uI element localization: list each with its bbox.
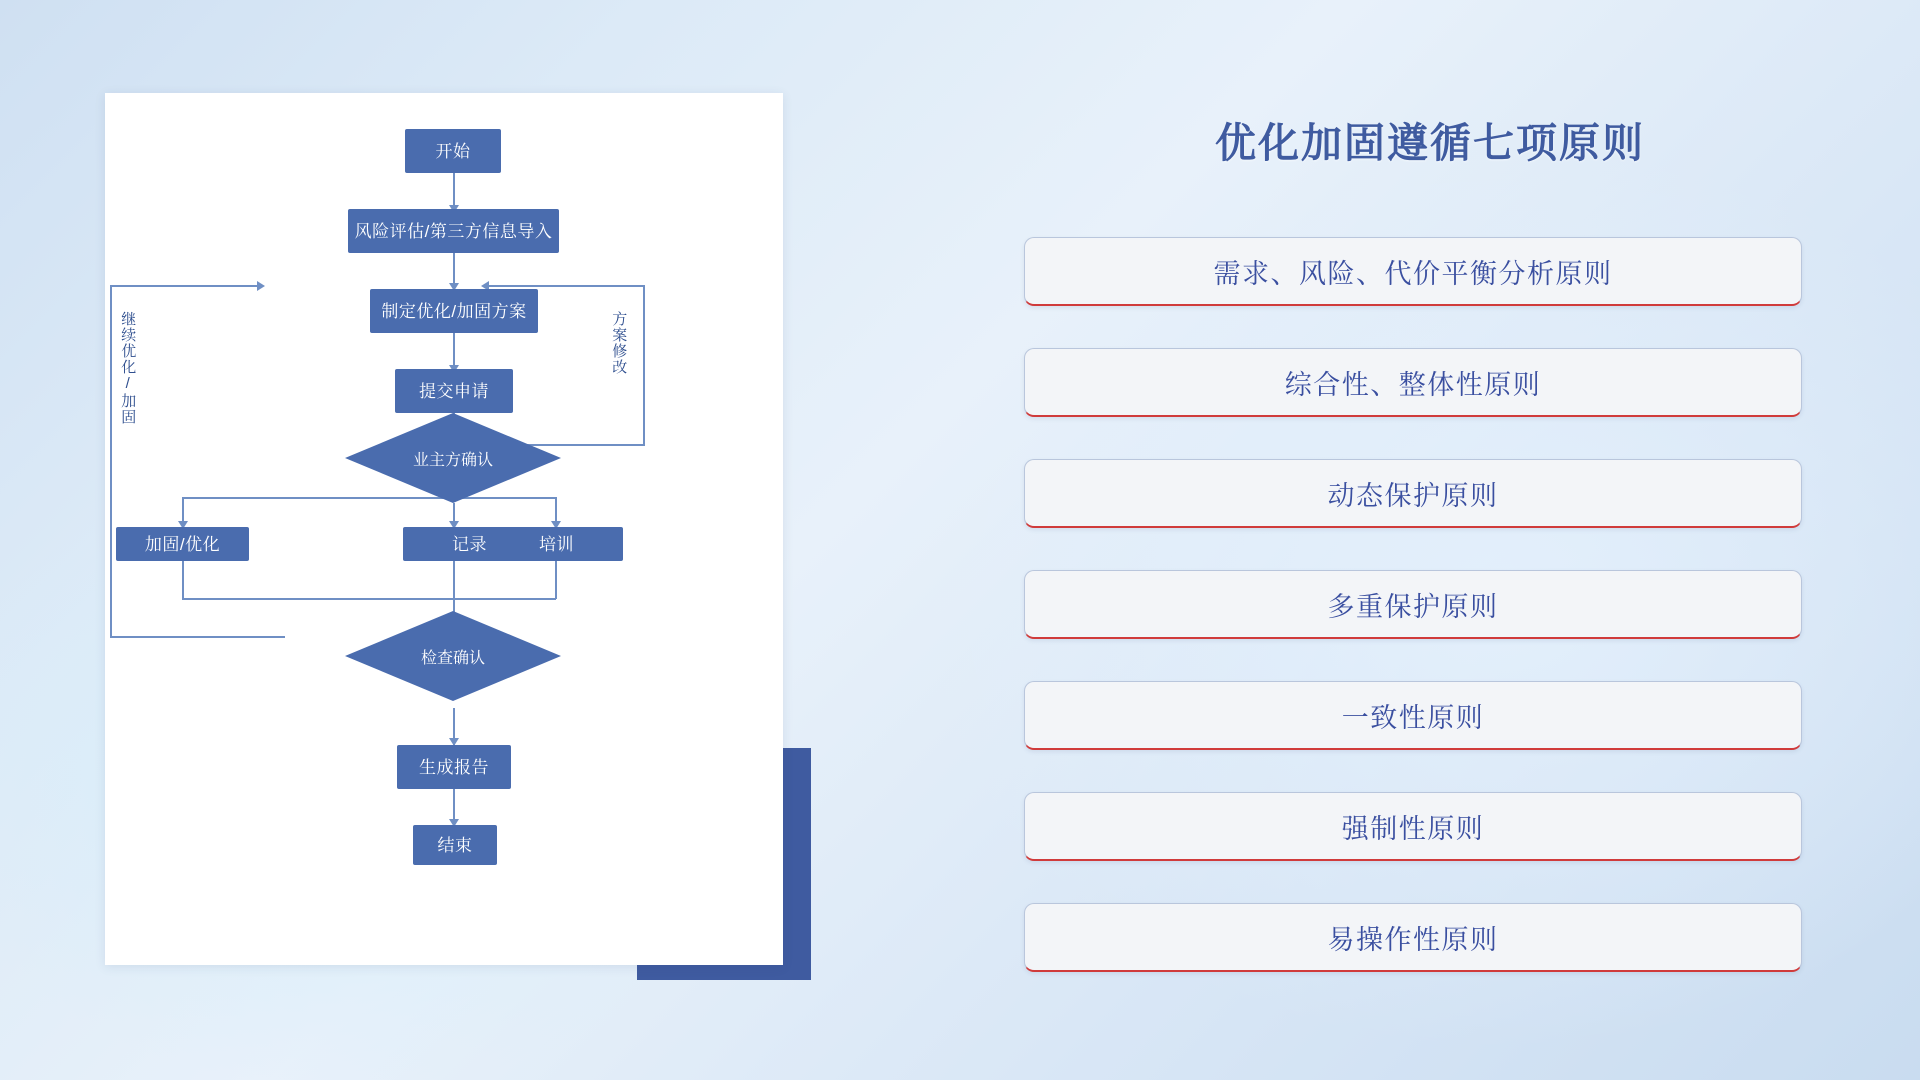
edge-label-continue: 继续优化/加固 <box>119 311 137 425</box>
node-optimization-plan[interactable]: 制定优化/加固方案 <box>370 289 538 333</box>
node-end[interactable]: 结束 <box>413 825 497 865</box>
principle-item-5[interactable]: 一致性原则 <box>1024 681 1802 750</box>
node-owner-confirm[interactable] <box>345 413 561 503</box>
connector-start-to-risk <box>453 173 455 209</box>
connector-continue-top <box>110 285 262 287</box>
node-generate-report[interactable]: 生成报告 <box>397 745 511 789</box>
principle-item-7[interactable]: 易操作性原则 <box>1024 903 1802 972</box>
arrowhead-continue-to-plan <box>257 281 265 291</box>
node-risk-assessment[interactable]: 风险评估/第三方信息导入 <box>348 209 559 253</box>
connector-revise-top <box>488 285 645 287</box>
node-owner-confirm-label: 业主方确认 <box>412 451 493 469</box>
node-check-confirm-label: 检查确认 <box>420 649 485 667</box>
connector-reinforce-down <box>182 561 184 599</box>
node-submit-application[interactable]: 提交申请 <box>395 369 513 413</box>
connector-revise-vertical <box>643 285 645 445</box>
principle-item-1[interactable]: 需求、风险、代价平衡分析原则 <box>1024 237 1802 306</box>
principle-item-3[interactable]: 动态保护原则 <box>1024 459 1802 528</box>
node-start[interactable]: 开始 <box>405 129 501 173</box>
connector-merge-bus <box>182 598 556 600</box>
node-reinforce[interactable]: 加固/优化 <box>116 527 249 561</box>
principles-title: 优化加固遵循七项原则 <box>1215 120 1645 166</box>
principle-item-4[interactable]: 多重保护原则 <box>1024 570 1802 639</box>
node-check-confirm[interactable] <box>345 611 561 701</box>
flowchart-diagram <box>105 93 783 965</box>
connector-continue-bottom <box>110 636 285 638</box>
connector-train-down <box>555 561 557 599</box>
node-train[interactable]: 培训 <box>490 527 623 561</box>
node-record[interactable]: 记录 <box>403 527 536 561</box>
connector-continue-vertical <box>110 285 112 637</box>
edge-label-revise: 方案修改 <box>610 311 628 375</box>
principle-item-2[interactable]: 综合性、整体性原则 <box>1024 348 1802 417</box>
principle-item-6[interactable]: 强制性原则 <box>1024 792 1802 861</box>
